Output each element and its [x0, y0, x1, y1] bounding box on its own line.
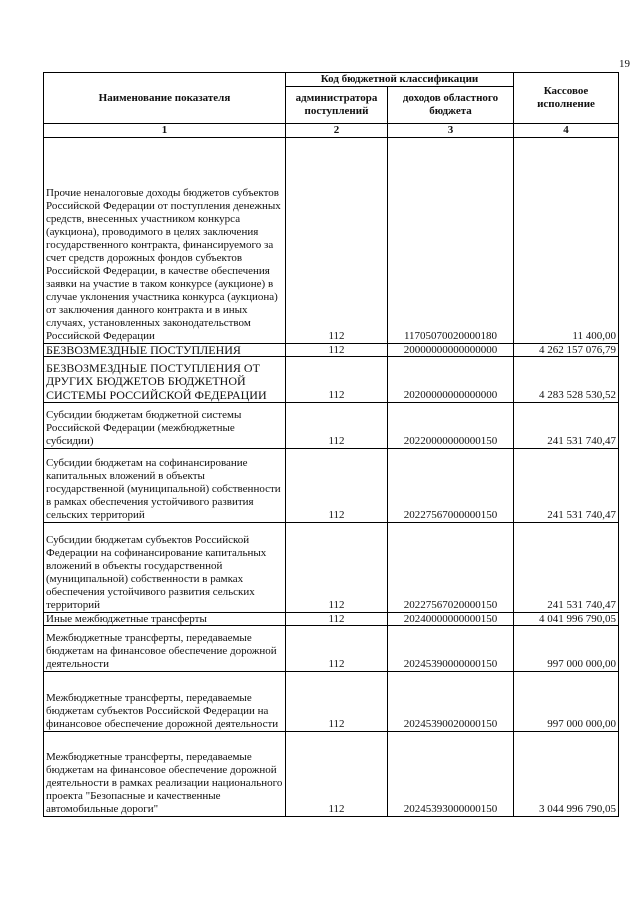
header-admin: администратора поступлений	[286, 87, 388, 124]
row-amount: 4 041 996 790,05	[514, 613, 619, 626]
row-code: 20245390000000150	[388, 626, 514, 672]
row-code: 20220000000000150	[388, 403, 514, 449]
row-name: Субсидии бюджетам бюджетной системы Российской Федерации (межбюджетные субсидии)	[44, 403, 286, 449]
table-row	[44, 357, 619, 403]
row-code: 20000000000000000	[388, 344, 514, 357]
row-name: БЕЗВОЗМЕЗДНЫЕ ПОСТУПЛЕНИЯ	[44, 344, 286, 357]
row-code: 20200000000000000	[388, 357, 514, 403]
row-admin: 112	[286, 138, 388, 344]
row-admin: 112	[286, 626, 388, 672]
header-num-1: 1	[44, 124, 286, 138]
row-admin: 112	[286, 613, 388, 626]
row-admin: 112	[286, 523, 388, 613]
header-num-3: 3	[388, 124, 514, 138]
table-row	[44, 626, 619, 672]
row-admin: 112	[286, 732, 388, 817]
header-execution: Кассовое исполнение	[514, 73, 619, 124]
row-name: БЕЗВОЗМЕЗДНЫЕ ПОСТУПЛЕНИЯ ОТ ДРУГИХ БЮДЖЕТОВ БЮДЖЕТНОЙ СИСТЕМЫ РОССИЙСКОЙ ФЕДЕРАЦИИ	[44, 357, 286, 403]
table-row	[44, 449, 619, 523]
row-admin: 112	[286, 672, 388, 732]
row-name: Межбюджетные трансферты, передаваемые бюджетам субъектов Российской Федерации на финансовое обеспечение дорожной деятельности	[44, 672, 286, 732]
table-row	[44, 403, 619, 449]
row-code: 20245390020000150	[388, 672, 514, 732]
row-code: 20240000000000150	[388, 613, 514, 626]
header-income: доходов областного бюджета	[388, 87, 514, 124]
row-admin: 112	[286, 344, 388, 357]
row-name: Субсидии бюджетам субъектов Российской Федерации на софинансирование капитальных вложений в объекты государственной (муниципальной) собственности в рамках обеспечения устойчивого развития сельских территорий	[44, 523, 286, 613]
row-amount: 4 262 157 076,79	[514, 344, 619, 357]
table-row	[44, 344, 619, 357]
row-amount: 3 044 996 790,05	[514, 732, 619, 817]
row-amount: 241 531 740,47	[514, 449, 619, 523]
row-amount: 997 000 000,00	[514, 672, 619, 732]
row-code: 11705070020000180	[388, 138, 514, 344]
header-num-4: 4	[514, 124, 619, 138]
row-name: Иные межбюджетные трансферты	[44, 613, 286, 626]
page-number: 19	[619, 58, 630, 70]
row-code: 20227567000000150	[388, 449, 514, 523]
row-name: Субсидии бюджетам на софинансирование капитальных вложений в объекты государственной (муниципальной) собственности в рамках обеспечения устойчивого развития сельских территорий	[44, 449, 286, 523]
row-admin: 112	[286, 449, 388, 523]
row-amount: 241 531 740,47	[514, 523, 619, 613]
row-amount: 11 400,00	[514, 138, 619, 344]
table-row	[44, 613, 619, 626]
row-amount: 997 000 000,00	[514, 626, 619, 672]
header-code-group: Код бюджетной классификации	[286, 73, 514, 87]
row-name: Межбюджетные трансферты, передаваемые бюджетам на финансовое обеспечение дорожной деятельности	[44, 626, 286, 672]
row-code: 20245393000000150	[388, 732, 514, 817]
row-amount: 4 283 528 530,52	[514, 357, 619, 403]
header-num-2: 2	[286, 124, 388, 138]
row-name: Межбюджетные трансферты, передаваемые бюджетам на финансовое обеспечение дорожной деятельности в рамках реализации национального проекта "Безопасные и качественные автомобильные дороги"	[44, 732, 286, 817]
table-row	[44, 732, 619, 817]
budget-table	[43, 72, 619, 817]
row-name: Прочие неналоговые доходы бюджетов субъектов Российской Федерации от поступления денежных средств, внесенных участником конкурса (аукциона), проводимого в целях заключения государственного контракта, финансируемого за счет средств дорожных фондов субъектов Российской Федерации, в качестве обеспечения заявки на участие в таком конкурсе (аукционе) в случае уклонения участника конкурса (аукциона) от заключения данного контракта и в иных случаях, установленных законодательством Российской Федерации	[44, 138, 286, 344]
table-row	[44, 523, 619, 613]
row-admin: 112	[286, 403, 388, 449]
table-row	[44, 672, 619, 732]
row-code: 20227567020000150	[388, 523, 514, 613]
row-amount: 241 531 740,47	[514, 403, 619, 449]
row-admin: 112	[286, 357, 388, 403]
header-name: Наименование показателя	[44, 73, 286, 124]
table-row	[44, 138, 619, 344]
